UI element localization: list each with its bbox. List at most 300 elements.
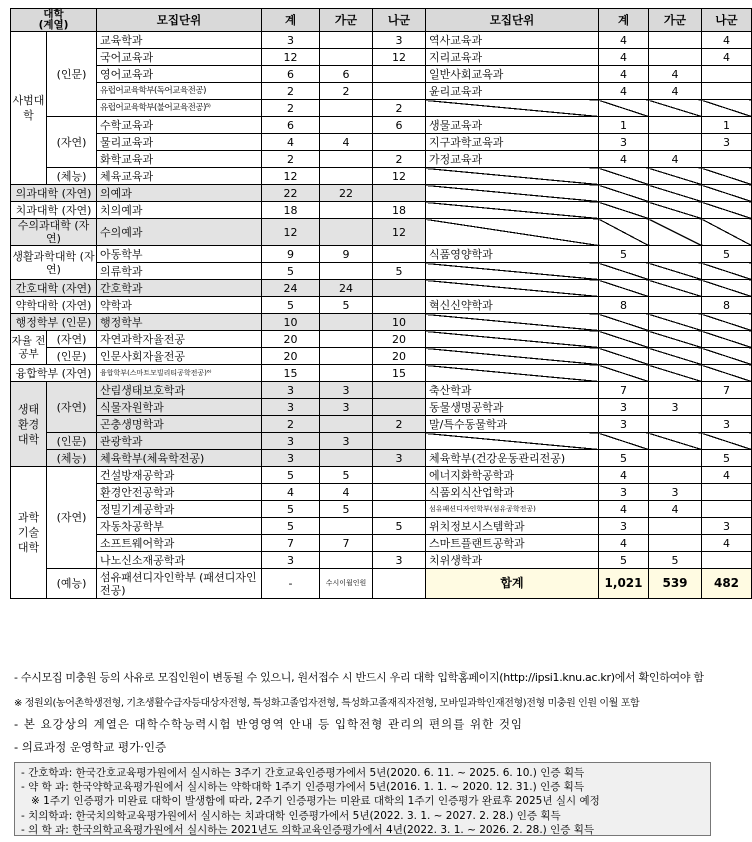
- empty-cell: [426, 100, 599, 117]
- na-value: 1: [702, 117, 752, 134]
- empty-cell: [599, 433, 649, 450]
- na-value: 20: [373, 331, 426, 348]
- ga-value: 5: [320, 467, 373, 484]
- total-value: 3: [262, 552, 320, 569]
- unit-name: 혁신신약학과: [426, 297, 599, 314]
- field-jayeon: (자연): [47, 117, 97, 168]
- accreditation-line: - 의 학 과: 한국의학교육평가원에서 실시하는 2021년도 의학교육인증평가에서 4년(2022. 3. 1. ~ 2026. 2. 28.) 인증 획득: [21, 823, 594, 836]
- na-value: [702, 484, 752, 501]
- accreditation-line: - 약 학 과: 한국약학교육평가원에서 실시하는 약학대학 1주기 인증평가에서 5년(2016. 1. 1. ~ 2020. 12. 31.) 인증 획득: [21, 781, 584, 794]
- table-row: [11, 382, 752, 399]
- unit-name: 정밀기계공학과: [97, 501, 262, 518]
- unit-name: 유럽어교육학부(독어교육전공): [97, 83, 262, 100]
- na-value: [702, 83, 752, 100]
- na-value: [373, 535, 426, 552]
- unit-name: 산림생태보호학과: [97, 382, 262, 399]
- total-value: 3: [599, 416, 649, 433]
- total-value: 4: [599, 83, 649, 100]
- empty-cell: [426, 168, 599, 185]
- na-value: 12: [373, 219, 426, 246]
- total-value: 22: [262, 185, 320, 202]
- grand-total-na: 482: [702, 569, 752, 599]
- empty-cell: [426, 348, 599, 365]
- table-row: [11, 331, 752, 348]
- na-value: [702, 151, 752, 168]
- ga-value: [320, 348, 373, 365]
- na-header: 나군: [373, 9, 426, 32]
- na-value: 7: [702, 382, 752, 399]
- na-header-right: 나군: [702, 9, 752, 32]
- total-value: 6: [262, 117, 320, 134]
- field-inmun: (인문): [47, 348, 97, 365]
- ga-value: [320, 314, 373, 331]
- na-value: [373, 501, 426, 518]
- total-value: 5: [262, 467, 320, 484]
- empty-cell: [702, 202, 752, 219]
- unit-name: 체육교육과: [97, 168, 262, 185]
- table-row: [11, 518, 752, 535]
- unit-name: 약학과: [97, 297, 262, 314]
- unit-name: 말/특수동물학과: [426, 416, 599, 433]
- empty-cell: [426, 331, 599, 348]
- field-cheneung: (체능): [47, 168, 97, 185]
- unit-name: 에너지화학공학과: [426, 467, 599, 484]
- total-value: 5: [599, 552, 649, 569]
- college-gwahak: 과학 기술 대학: [11, 467, 47, 599]
- total-value: 12: [262, 168, 320, 185]
- unit-name: 인문사회자율전공: [97, 348, 262, 365]
- ga-value: 5: [320, 501, 373, 518]
- table-row: [11, 450, 752, 467]
- total-value: 12: [262, 219, 320, 246]
- table-row: [11, 134, 752, 151]
- empty-cell: [426, 280, 599, 297]
- unit-name: 유럽어교육학부(불어교육전공)⁵⁾: [97, 100, 262, 117]
- unit-name: 역사교육과: [426, 32, 599, 49]
- table-row: [11, 246, 752, 263]
- empty-cell: [702, 433, 752, 450]
- ga-value: 5: [649, 552, 702, 569]
- ga-value: [649, 382, 702, 399]
- empty-cell: [426, 219, 599, 246]
- na-value: 20: [373, 348, 426, 365]
- table-row: [11, 467, 752, 484]
- empty-cell: [649, 314, 702, 331]
- total-value: 2: [262, 416, 320, 433]
- ga-value: 24: [320, 280, 373, 297]
- empty-cell: [599, 100, 649, 117]
- table-row: [11, 297, 752, 314]
- unit-name: 가정교육과: [426, 151, 599, 168]
- ga-value: [649, 32, 702, 49]
- na-value: 8: [702, 297, 752, 314]
- accreditation-line: ※ 1주기 인증평가 미완료 대학이 발생함에 따라, 2주기 인증평가는 미완료 대학의 1주기 인증평가 완료후 2025년 실시 예정: [31, 795, 600, 808]
- table-row: [11, 484, 752, 501]
- na-value: 5: [373, 518, 426, 535]
- na-value: 10: [373, 314, 426, 331]
- college-haengjeong: 행정학부 (인문): [11, 314, 97, 331]
- empty-cell: [649, 263, 702, 280]
- unit-name: 체육학부(체육학전공): [97, 450, 262, 467]
- accreditation-line: - 간호학과: 한국간호교육평가원에서 실시하는 3주기 간호교육인증평가에서 5년(2020. 6. 11. ~ 2025. 6. 10.) 인증 획득: [21, 767, 585, 779]
- unit-name: 간호학과: [97, 280, 262, 297]
- table-row: [11, 314, 752, 331]
- unit-name: 식품영양학과: [426, 246, 599, 263]
- grand-total: 1,021: [599, 569, 649, 599]
- na-value: 18: [373, 202, 426, 219]
- na-value: 2: [373, 416, 426, 433]
- unit-name: 동물생명공학과: [426, 399, 599, 416]
- na-value: [702, 399, 752, 416]
- table-row: [11, 100, 752, 117]
- na-value: [373, 297, 426, 314]
- unit-name: 생물교육과: [426, 117, 599, 134]
- unit-name: 식물자원학과: [97, 399, 262, 416]
- unit-name: 치의예과: [97, 202, 262, 219]
- total-value: 4: [599, 501, 649, 518]
- na-value: [373, 467, 426, 484]
- total-value: 4: [262, 134, 320, 151]
- empty-cell: [702, 348, 752, 365]
- field-jayeon: (자연): [47, 382, 97, 433]
- ga-value: [649, 246, 702, 263]
- ga-value: 4: [649, 83, 702, 100]
- na-value: [373, 280, 426, 297]
- college-sabeom: 사범대학: [11, 32, 47, 185]
- total-value: 4: [599, 32, 649, 49]
- empty-cell: [599, 263, 649, 280]
- empty-cell: [599, 348, 649, 365]
- empty-cell: [426, 263, 599, 280]
- empty-cell: [649, 168, 702, 185]
- unit-name: 화학교육과: [97, 151, 262, 168]
- empty-cell: [702, 331, 752, 348]
- na-value: [373, 433, 426, 450]
- total-value: 3: [262, 32, 320, 49]
- na-value: 3: [373, 450, 426, 467]
- ga-value: 7: [320, 535, 373, 552]
- ga-value: [320, 518, 373, 535]
- unit-name: 환경안전공학과: [97, 484, 262, 501]
- total-value: 5: [599, 450, 649, 467]
- unit-name: 수의예과: [97, 219, 262, 246]
- unit-name: 축산학과: [426, 382, 599, 399]
- empty-cell: [649, 100, 702, 117]
- na-value: 2: [373, 151, 426, 168]
- table-row: [11, 501, 752, 518]
- total-value: 2: [262, 83, 320, 100]
- na-value: 3: [702, 518, 752, 535]
- college-yunghap: 융합학부 (자연): [11, 365, 97, 382]
- ga-value: [320, 365, 373, 382]
- na-value: [373, 569, 426, 599]
- unit-name: 소프트웨어학과: [97, 535, 262, 552]
- ga-value: [320, 416, 373, 433]
- total-value: 2: [262, 151, 320, 168]
- field-inmun: (인문): [47, 433, 97, 450]
- college-saenghwal: 생활과학대학 (자연): [11, 246, 97, 280]
- unit-name: 곤충생명학과: [97, 416, 262, 433]
- total-value: 20: [262, 348, 320, 365]
- table-row: [11, 66, 752, 83]
- ga-value: [320, 49, 373, 66]
- table-row: [11, 263, 752, 280]
- college-yak: 약학대학 (자연): [11, 297, 97, 314]
- total-value: 3: [599, 518, 649, 535]
- ga-value: 4: [320, 134, 373, 151]
- field-inmun: (인문): [47, 32, 97, 117]
- na-value: [373, 185, 426, 202]
- accreditation-box: [14, 762, 711, 836]
- na-value: 4: [702, 49, 752, 66]
- college-ganho: 간호대학 (자연): [11, 280, 97, 297]
- unit-name: 물리교육과: [97, 134, 262, 151]
- total-value: 7: [262, 535, 320, 552]
- college-header: 대학 (계열): [11, 9, 97, 32]
- grand-total-ga: 539: [649, 569, 702, 599]
- empty-cell: [702, 100, 752, 117]
- ga-value: [649, 450, 702, 467]
- ga-value: [320, 263, 373, 280]
- total-value: 4: [599, 66, 649, 83]
- unit-name: 국어교육과: [97, 49, 262, 66]
- table-row: [11, 168, 752, 185]
- table-row: [11, 433, 752, 450]
- empty-cell: [702, 168, 752, 185]
- table-row: [11, 185, 752, 202]
- total-value: -: [262, 569, 320, 599]
- table-row: [11, 49, 752, 66]
- table-row: [11, 399, 752, 416]
- total-value: 4: [599, 467, 649, 484]
- total-header-right: 계: [599, 9, 649, 32]
- total-value: 10: [262, 314, 320, 331]
- ga-value: [320, 151, 373, 168]
- total-value: 5: [262, 297, 320, 314]
- empty-cell: [426, 185, 599, 202]
- unit-name: 영어교육과: [97, 66, 262, 83]
- total-value: 4: [262, 484, 320, 501]
- empty-cell: [649, 348, 702, 365]
- ga-value: [649, 535, 702, 552]
- total-value: 3: [262, 450, 320, 467]
- table-row: [11, 552, 752, 569]
- empty-cell: [649, 433, 702, 450]
- table-row: [11, 219, 752, 246]
- total-value: 5: [262, 518, 320, 535]
- total-value: 4: [599, 535, 649, 552]
- empty-cell: [426, 433, 599, 450]
- total-value: 9: [262, 246, 320, 263]
- ga-value: [320, 219, 373, 246]
- empty-cell: [599, 280, 649, 297]
- empty-cell: [649, 185, 702, 202]
- table-row: [11, 151, 752, 168]
- college-saengtae: 생태 환경 대학: [11, 382, 47, 467]
- ga-value: [320, 100, 373, 117]
- total-value: 4: [599, 49, 649, 66]
- na-value: [702, 66, 752, 83]
- unit-name: 융합학부(스마트모빌리티공학전공)⁶⁾: [97, 365, 262, 382]
- unit-name: 자연과학자율전공: [97, 331, 262, 348]
- na-value: [373, 246, 426, 263]
- empty-cell: [702, 185, 752, 202]
- empty-cell: [599, 314, 649, 331]
- na-value: 3: [702, 134, 752, 151]
- na-value: [373, 484, 426, 501]
- field-cheneung: (체능): [47, 450, 97, 467]
- table-row: [11, 348, 752, 365]
- unit-name: 지구과학교육과: [426, 134, 599, 151]
- na-value: 4: [702, 32, 752, 49]
- note-field-purpose: - 본 요강상의 계열은 대학수학능력시험 반영영역 안내 등 입학전형 관리의 편의를 위한 것임: [14, 717, 524, 731]
- na-value: 5: [702, 450, 752, 467]
- na-value: [373, 399, 426, 416]
- table-row: [11, 117, 752, 134]
- total-value: 3: [599, 399, 649, 416]
- empty-cell: [702, 314, 752, 331]
- table-row: [11, 416, 752, 433]
- table-row: [11, 365, 752, 382]
- empty-cell: [702, 365, 752, 382]
- ga-header-right: 가군: [649, 9, 702, 32]
- total-value: 3: [262, 433, 320, 450]
- total-value: 12: [262, 49, 320, 66]
- ga-value: 4: [320, 484, 373, 501]
- unit-name: 치위생학과: [426, 552, 599, 569]
- na-value: [373, 134, 426, 151]
- ga-value: [649, 518, 702, 535]
- unit-name: 건설방재공학과: [97, 467, 262, 484]
- total-value: 7: [599, 382, 649, 399]
- empty-cell: [599, 331, 649, 348]
- ga-value: [320, 331, 373, 348]
- unit-name: 행정학부: [97, 314, 262, 331]
- empty-cell: [702, 280, 752, 297]
- total-value: 20: [262, 331, 320, 348]
- ga-header: 가군: [320, 9, 373, 32]
- empty-cell: [426, 314, 599, 331]
- ga-value: 22: [320, 185, 373, 202]
- ga-value: 9: [320, 246, 373, 263]
- ga-value: 3: [320, 382, 373, 399]
- unit-name: 섬유패션디자인학부(섬유공학전공): [426, 501, 599, 518]
- ga-value: 수시이월인원: [320, 569, 373, 599]
- table-row: [11, 569, 752, 599]
- empty-cell: [649, 280, 702, 297]
- empty-cell: [599, 365, 649, 382]
- ga-value: [320, 202, 373, 219]
- unit-name: 교육학과: [97, 32, 262, 49]
- na-value: [373, 382, 426, 399]
- empty-cell: [649, 331, 702, 348]
- unit-name: 관광학과: [97, 433, 262, 450]
- ga-value: [649, 297, 702, 314]
- ga-value: [320, 552, 373, 569]
- empty-cell: [649, 365, 702, 382]
- unit-name: 스마트플랜트공학과: [426, 535, 599, 552]
- table-row: [11, 32, 752, 49]
- total-value: 3: [262, 399, 320, 416]
- ga-value: 3: [320, 399, 373, 416]
- ga-value: 5: [320, 297, 373, 314]
- total-value: 5: [262, 501, 320, 518]
- empty-cell: [702, 263, 752, 280]
- ga-value: [320, 450, 373, 467]
- accreditation-line: - 치의학과: 한국치의학교육평가원에서 실시하는 치과대학 인증평가에서 5년(2022. 3. 1. ~ 2027. 2. 28.) 인증 획득: [21, 809, 561, 822]
- unit-name: 식품외식산업학과: [426, 484, 599, 501]
- ga-value: 3: [649, 399, 702, 416]
- unit-header: 모집단위: [97, 9, 262, 32]
- na-value: 3: [702, 416, 752, 433]
- unit-header-right: 모집단위: [426, 9, 599, 32]
- unit-name: 섬유패션디자인학부 (패션디자인전공): [97, 569, 262, 599]
- quota-table: [10, 8, 752, 599]
- total-value: 3: [599, 484, 649, 501]
- college-chigwa: 치과대학 (자연): [11, 202, 97, 219]
- na-value: 4: [702, 467, 752, 484]
- total-value: 3: [599, 134, 649, 151]
- na-value: 12: [373, 49, 426, 66]
- unit-name: 수학교육과: [97, 117, 262, 134]
- total-value: 15: [262, 365, 320, 382]
- ga-value: [649, 134, 702, 151]
- ga-value: [649, 49, 702, 66]
- na-value: [702, 501, 752, 518]
- empty-cell: [599, 185, 649, 202]
- ga-value: 2: [320, 83, 373, 100]
- empty-cell: [649, 202, 702, 219]
- unit-name: 의류학과: [97, 263, 262, 280]
- total-value: 18: [262, 202, 320, 219]
- empty-cell: [426, 202, 599, 219]
- na-value: 6: [373, 117, 426, 134]
- unit-name: 나노신소재공학과: [97, 552, 262, 569]
- empty-cell: [426, 365, 599, 382]
- na-value: 2: [373, 100, 426, 117]
- na-value: [373, 66, 426, 83]
- unit-name: 체육학부(건강운동관리전공): [426, 450, 599, 467]
- na-value: 15: [373, 365, 426, 382]
- ga-value: [649, 467, 702, 484]
- ga-value: 6: [320, 66, 373, 83]
- note-recruitment-change: - 수시모집 미충원 등의 사유로 모집인원이 변동될 수 있으니, 원서접수 시 반드시 우리 대학 입학홈페이지(http://ipsi1.knu.ac.kr)에서 확인하여야 함: [14, 671, 704, 684]
- note-accreditation-title: - 의료과정 운영학교 평가·인증: [14, 740, 167, 754]
- ga-value: 3: [320, 433, 373, 450]
- ga-value: [320, 117, 373, 134]
- total-value: 6: [262, 66, 320, 83]
- table-row: [11, 202, 752, 219]
- ga-value: [649, 117, 702, 134]
- unit-name: 일반사회교육과: [426, 66, 599, 83]
- na-value: 3: [373, 32, 426, 49]
- total-value: 3: [262, 382, 320, 399]
- table-row: [11, 280, 752, 297]
- unit-name: 자동차공학부: [97, 518, 262, 535]
- ga-value: 4: [649, 151, 702, 168]
- na-value: [373, 83, 426, 100]
- ga-value: [320, 32, 373, 49]
- table-row: [11, 535, 752, 552]
- empty-cell: [649, 219, 702, 246]
- unit-name: 위치정보시스템학과: [426, 518, 599, 535]
- na-value: 12: [373, 168, 426, 185]
- ga-value: 4: [649, 501, 702, 518]
- total-value: 4: [599, 151, 649, 168]
- unit-name: 의예과: [97, 185, 262, 202]
- total-value: 5: [599, 246, 649, 263]
- na-value: 4: [702, 535, 752, 552]
